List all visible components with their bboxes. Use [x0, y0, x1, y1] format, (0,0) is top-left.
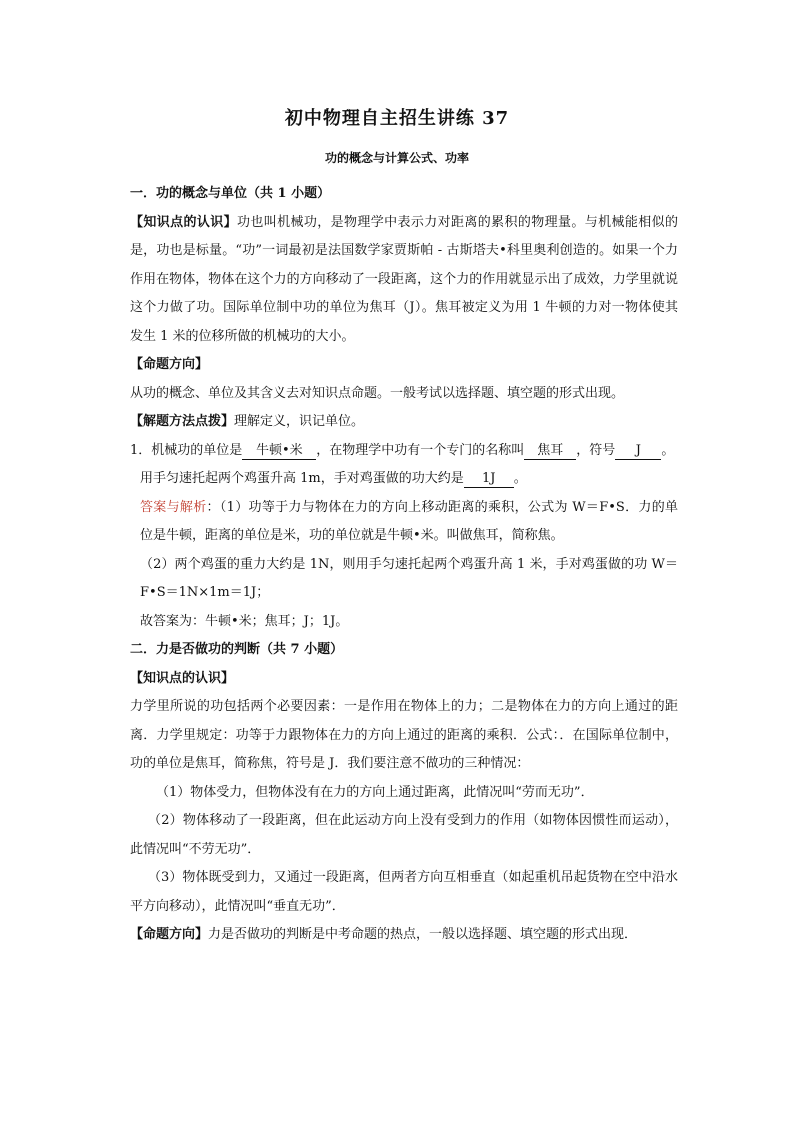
q1-blank-2: [524, 443, 576, 460]
answer-paragraph-1: [130, 494, 678, 551]
section-1-heading: 一．功的概念与单位（共 1 小题）: [130, 186, 331, 201]
question-1-line-2: [130, 465, 678, 494]
q1-blank-3: [615, 443, 661, 460]
question-1: [130, 437, 678, 466]
document-body: [130, 180, 678, 950]
direction-label: 【命题方向】: [130, 357, 209, 372]
section-2-direction-text: 力是否做功的判断是中考命题的热点，一般以选择题、填空题的形式出现．: [208, 927, 638, 942]
section-2-direction-label: 【命题方向】: [130, 927, 209, 942]
section-2-direction: [130, 921, 678, 950]
page-subtitle: 功的概念与计算公式、功率: [324, 151, 469, 165]
answer-paragraph-2: （2）两个鸡蛋的重力大约是 1N，则用手匀速托起两个鸡蛋升高 1 米，手对鸡蛋做的功 W＝F•S＝1N×1m＝1J；: [140, 556, 678, 600]
section-2-heading: 二．力是否做功的判断（共 7 小题）: [130, 642, 344, 657]
q1-blank-1: [242, 443, 316, 460]
case-2: （2）物体移动了一段距离，但在此运动方向上没有受到力的作用（如物体因惯性而运动），此情况叫“不劳无功”．: [130, 813, 678, 857]
q1-answer-4: 1J: [481, 471, 496, 486]
q1-blank-4: [464, 471, 514, 488]
answer-label: 答案与解析: [140, 499, 207, 515]
q1-answer-2: 焦耳: [537, 442, 564, 458]
method-paragraph: [130, 408, 678, 437]
method-label: 【解题方法点拨】: [130, 414, 235, 429]
section-1-knowledge: [130, 209, 678, 352]
knowledge-text: 功也叫机械功，是物理学中表示力对距离的累积的物理量。与机械能相似的是，功也是标量。“功”一词最初是法国数学家贾斯帕 - 古斯塔夫•科里奥利创造的。如果一个力作用在物体，物体在这个力的方向移动了一段距离，这个力的作用就显示出了成效，力学里就说这个力做了功。国际单位制中功的单位为焦耳（J）。焦耳被定义为用 1 牛顿的力对一物体使其发生 1 米的位移所做的机械功的大小。: [130, 214, 678, 344]
q1-text-2: ，在物理学中功有一个专门的名称叫: [316, 442, 525, 458]
section-2-paragraph: 力学里所说的功包括两个必要因素：一是作用在物体上的力；二是物体在力的方向上通过的距离．力学里规定：功等于力跟物体在力的方向上通过的距离的乘积．公式：．在国际单位制中，功的单位是焦耳，简称焦，符号是 J．我们要注意不做功的三种情况：: [130, 699, 678, 771]
q1-answer-1: 牛顿•米: [255, 442, 303, 458]
knowledge-label: 【知识点的认识】: [130, 214, 237, 230]
direction-text: 从功的概念、单位及其含义去对知识点命题。一般考试以选择题、填空题的形式出现。: [130, 385, 625, 401]
q1-text-1: 1．机械功的单位是: [130, 442, 243, 458]
method-text: 理解定义，识记单位。: [234, 414, 365, 429]
answer-paragraph-3: 故答案为：牛顿•米；焦耳；J；1J。: [140, 613, 349, 629]
section-2-knowledge-label: 【知识点的认识】: [130, 670, 235, 686]
case-3: （3）物体既受到力，又通过一段距离，但两者方向互相垂直（如起重机吊起货物在空中沿水平方向移动），此情况叫“垂直无功”．: [130, 870, 678, 914]
page-title: 初中物理自主招生讲练 37: [284, 108, 510, 129]
case-1: （1）物体受力，但物体没有在力的方向上通过距离，此情况叫“劳而无功”．: [156, 784, 594, 800]
q1-text-4: 。: [661, 442, 675, 458]
q1-text-6: 。: [513, 471, 527, 486]
answer-text-1: ：（1）功等于力与物体在力的方向上移动距离的乘积，公式为 W＝F•S．力的单位是牛顿，距离的单位是米，功的单位就是牛顿•米。叫做焦耳，简称焦。: [140, 499, 679, 543]
q1-answer-3: J: [635, 442, 641, 458]
q1-text-3: ，符号: [576, 442, 616, 458]
q1-text-5: 用手匀速托起两个鸡蛋升高 1m，手对鸡蛋做的功大约是: [140, 471, 464, 486]
